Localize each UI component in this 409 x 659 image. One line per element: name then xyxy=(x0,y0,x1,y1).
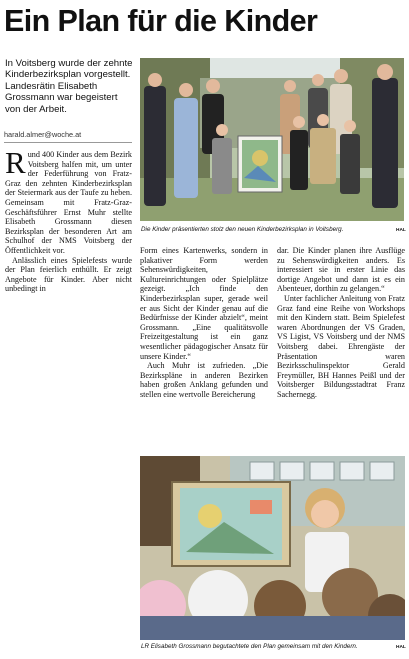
article-column-3 xyxy=(277,246,405,400)
photo2-credit: HAL xyxy=(396,645,406,650)
children-photo xyxy=(140,456,405,640)
col1-paragraph-1: und 400 Kinder aus dem Bezirk Voitsberg halfen mit, um unter der Federführung von Fratz-Graz den zehnten Kinderbezirksplan der Steiermark aus der Taufe zu heben. Gemeinsam mit Fratz-Graz-Geschäftsführer Ernst Muhr stellte Elisabeth Grossmann diesen Bezirksplan der besonderen Art am Schulhof der NMS Voitsberg der Öffentlichkeit vor. xyxy=(5,150,132,255)
drop-cap: R xyxy=(5,145,26,180)
col1-paragraph-2: Anlässlich eines Spielefests wurde der Plan feierlich enthüllt. Er zeigt Angebote für Kinder. Aber nicht unbedingt in xyxy=(5,255,132,294)
article-column-1 xyxy=(5,145,132,294)
photo2-caption: LR Elisabeth Grossmann begutachtete den Plan gemeinsam mit den Kindern. xyxy=(141,643,358,650)
author-email: harald.almer@woche.at xyxy=(4,130,132,143)
lead-text: In Voitsberg wurde der zehnte Kinderbezirksplan vorgestellt. Landesrätin Elisabeth Grossmann war begeistert von der Arbeit. xyxy=(5,58,133,115)
col2-paragraph-1: Form eines Kartenwerks, sondern in plakativer Form werden Sehenswürdigkeiten, Kultureinrichtungen oder Spielplätze gezeigt. „Ich finde den Kinderbezirksplan super, gerade weil er aus Sicht der Kinder genau auf die Bedürfnisse der Kinder abzielt“, meint Grossmann. „Eine qualitätsvolle Freizeitgestaltung ist ein ganz wesentlicher pädagogischer Ansatz für unsere Kinder.“ xyxy=(140,246,268,361)
col3-paragraph-1: dar. Die Kinder planen ihre Ausflüge zu Sehenswürdigkeiten anders. Es interessiert sie in erster Linie das dortige Angebot und dann ist es ein Abenteuer, dorthin zu gelangen.“ xyxy=(277,246,405,294)
headline: Ein Plan für die Kinder xyxy=(4,4,318,38)
col3-paragraph-2: Unter fachlicher Anleitung von Fratz Graz fand eine Reihe von Workshops mit den Kindern statt. Beim Spielefest waren Abordnungen der VS Graden, VS Ligist, VS Voitsberg und der NMS Voitsberg dabei. Ehrengäste der Präsentation waren Bezirksschulinspektor Gerald Freymüller, BH Hannes Peißl und der Voitsberger Bildungsstadtrat Franz Sachernegg. xyxy=(277,293,405,399)
photo1-credit: HAL xyxy=(396,228,406,233)
col2-paragraph-2: Auch Muhr ist zufrieden. „Die Bezirkspläne in anderen Bezirken haben großen Anklang gefunden und stellen eine wertvolle Bereicherung xyxy=(140,361,268,399)
photo1-caption: Die Kinder präsentierten stolz den neuen Kinderbezirksplan in Voitsberg. xyxy=(141,226,344,233)
group-photo-image xyxy=(140,58,404,221)
group-photo xyxy=(140,58,404,221)
article-column-2 xyxy=(140,246,268,400)
children-photo-image xyxy=(140,456,405,640)
